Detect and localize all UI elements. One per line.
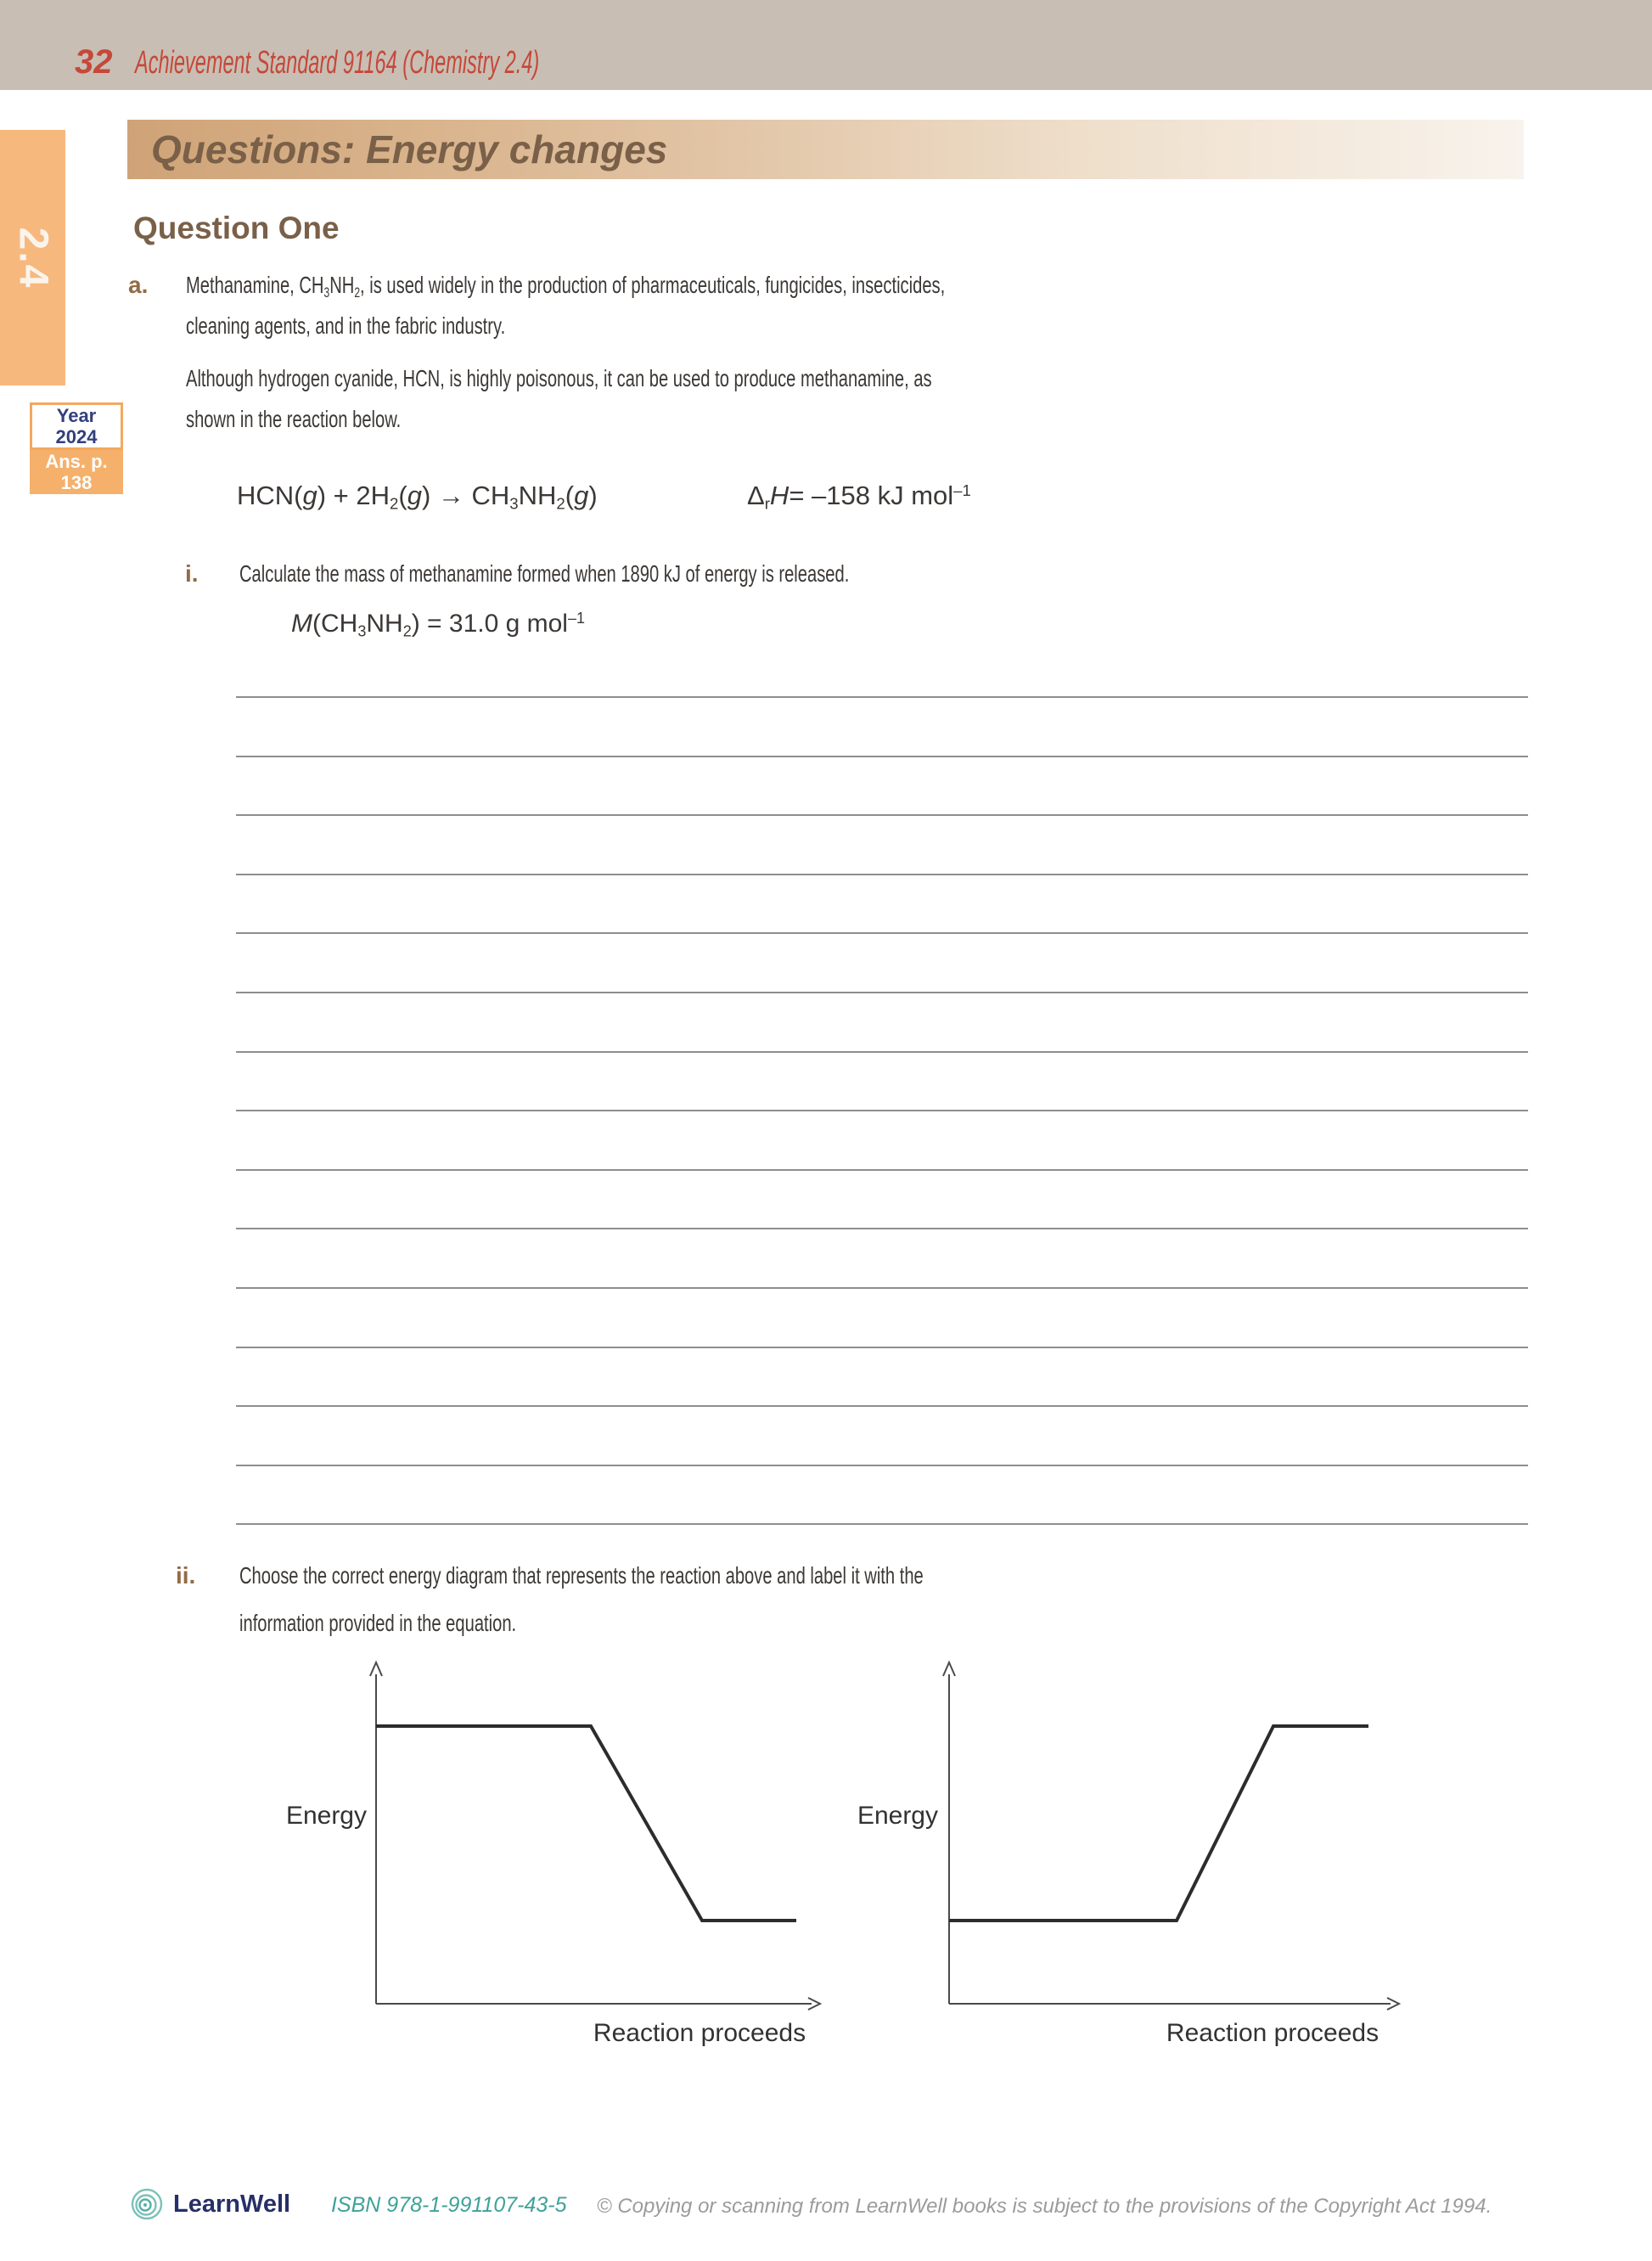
question-heading: Question One xyxy=(133,211,340,245)
answer-lines xyxy=(236,696,1528,1583)
page-number: 32 xyxy=(75,43,113,81)
paragraph-line: information provided in the equation. xyxy=(239,1610,517,1636)
part-i-marker: i. xyxy=(185,560,199,587)
energy-diagram-exothermic xyxy=(195,1656,840,2063)
answer-line xyxy=(236,756,1528,815)
part-a-marker: a. xyxy=(128,272,149,298)
part-ii-text xyxy=(239,1562,1189,1657)
answer-line xyxy=(236,874,1528,933)
part-i-text xyxy=(239,560,1087,601)
paragraph-line: cleaning agents, and in the fabric industry. xyxy=(186,312,506,339)
year-badge: Year 2024 xyxy=(30,402,123,450)
answer-line xyxy=(236,814,1528,874)
answer-line xyxy=(236,1465,1528,1524)
part-a-paragraph-2 xyxy=(186,365,1222,447)
paragraph-line: Calculate the mass of methanamine formed when 1890 kJ of energy is released. xyxy=(239,560,850,587)
part-a-paragraph-1 xyxy=(186,272,1240,353)
answer-page-badge: Ans. p. 138 xyxy=(30,450,123,494)
energy-axis-label: Energy xyxy=(857,1802,938,1830)
answer-line xyxy=(236,1169,1528,1229)
answer-line xyxy=(236,992,1528,1051)
paragraph-line: shown in the reaction below. xyxy=(186,406,402,432)
energy-curve-high-to-low xyxy=(376,1726,796,1921)
answer-line xyxy=(236,1110,1528,1169)
section-banner xyxy=(127,120,1524,179)
reference-badge xyxy=(30,402,123,494)
answer-line xyxy=(236,1228,1528,1287)
paragraph-line: Although hydrogen cyanide, HCN, is highly poisonous, it can be used to produce methanamine, as xyxy=(186,365,932,391)
chapter-tab xyxy=(0,130,65,385)
y-axis-arrow xyxy=(370,1662,382,1676)
answer-line xyxy=(236,1287,1528,1347)
energy-axis-label: Energy xyxy=(285,1802,367,1830)
paragraph-line: Choose the correct energy diagram that represents the reaction above and label it with the xyxy=(239,1562,924,1589)
molar-mass-note: $M(CH_3NH_2) = 31.0$ g mol$^{-1}$ xyxy=(291,610,585,640)
energy-curve-low-to-high xyxy=(949,1726,1368,1921)
page-header-band xyxy=(0,0,1652,90)
enthalpy-value: $\Delta_rH= -158$ kJ mol$^{-1}$ xyxy=(747,481,971,513)
answer-line xyxy=(236,696,1528,756)
isbn-text: ISBN 978-1-991107-43-5 xyxy=(331,2193,567,2217)
answer-line xyxy=(236,1347,1528,1406)
answer-line xyxy=(236,1051,1528,1111)
energy-diagram-endothermic xyxy=(849,1656,1443,2063)
learnwell-logo-icon xyxy=(127,2184,166,2223)
reaction-proceeds-label: Reaction proceeds xyxy=(1166,2019,1379,2047)
section-banner-title: Questions: Energy changes xyxy=(151,127,668,172)
part-ii-marker: ii. xyxy=(176,1562,196,1589)
reaction-proceeds-label: Reaction proceeds xyxy=(593,2019,806,2047)
answer-line xyxy=(236,932,1528,992)
paragraph-line: Methanamine, $CH_3NH_2$, is used widely in the production of pharmaceuticals, fungicides, insecticides, xyxy=(186,272,946,301)
reaction-equation: $HCN(g) + 2H_2(g) \to CH_3NH_2(g)$ xyxy=(237,481,598,513)
copyright-notice: © Copying or scanning from LearnWell books is subject to the provisions of the Copyright Act 1994. xyxy=(597,2195,1492,2218)
y-axis-arrow xyxy=(943,1662,955,1676)
answer-line xyxy=(236,1405,1528,1465)
chapter-tab-label: 2.4 xyxy=(10,227,55,289)
brand-name: LearnWell xyxy=(173,2191,291,2218)
page-header-title: Achievement Standard 91164 (Chemistry 2.4) xyxy=(134,45,539,81)
